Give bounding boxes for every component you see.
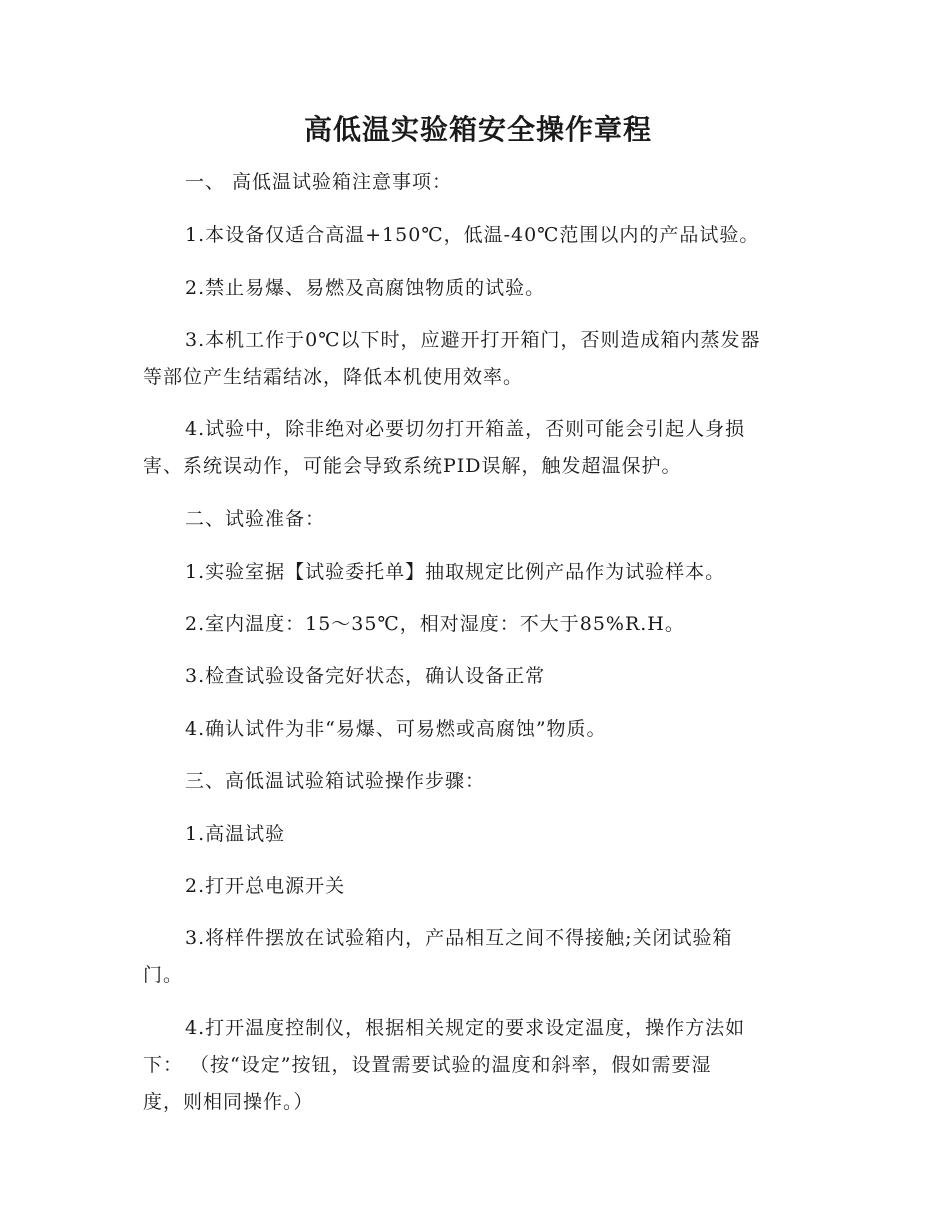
paragraph-1-2 bbox=[143, 270, 813, 307]
paragraph-line: 等部位产生结霜结冰，降低本机使用效率。 bbox=[143, 366, 524, 388]
paragraph-1-3 bbox=[143, 322, 813, 396]
paragraph-line: 害、系统误动作，可能会导致系统PID误解，触发超温保护。 bbox=[143, 455, 682, 477]
paragraph-line: 门。 bbox=[143, 964, 184, 986]
paragraph-2-3 bbox=[143, 658, 813, 695]
paragraph-line: 2.室内温度：15～35℃，相对湿度：不大于85%R.H。 bbox=[185, 613, 685, 635]
paragraph-line: 2.打开总电源开关 bbox=[185, 875, 346, 897]
paragraph-3-3 bbox=[143, 920, 813, 994]
paragraph-2-4 bbox=[143, 711, 813, 748]
paragraph-line: 3.将样件摆放在试验箱内，产品相互之间不得接触;关闭试验箱 bbox=[185, 927, 733, 949]
paragraph-line: 下： （按“设定”按钮，设置需要试验的温度和斜率，假如需要湿 bbox=[143, 1054, 712, 1076]
paragraph-line: 二、试验准备： bbox=[185, 508, 326, 530]
section-heading-2 bbox=[143, 501, 813, 538]
paragraph-line: 三、高低温试验箱试验操作步骤： bbox=[185, 770, 486, 792]
paragraph-3-4 bbox=[143, 1010, 813, 1121]
paragraph-line: 度，则相同操作。） bbox=[143, 1091, 314, 1113]
paragraph-line: 1.高温试验 bbox=[185, 823, 286, 845]
document-title: 高低温实验箱安全操作章程 bbox=[303, 113, 652, 146]
paragraph-2-1 bbox=[143, 554, 813, 591]
paragraph-line: 4.确认试件为非“易爆、可易燃或高腐蚀”物质。 bbox=[185, 718, 607, 740]
paragraph-line: 4.试验中，除非绝对必要切勿打开箱盖，否则可能会引起人身损 bbox=[185, 418, 746, 440]
paragraph-line: 4.打开温度控制仪，根据相关规定的要求设定温度，操作方法如 bbox=[185, 1017, 746, 1039]
paragraph-line: 3.本机工作于0℃以下时，应避开打开箱门，否则造成箱内蒸发器 bbox=[185, 329, 761, 351]
paragraph-1-4 bbox=[143, 411, 813, 485]
paragraph-3-1 bbox=[143, 816, 813, 853]
paragraph-line: 1.本设备仅适合高温+150℃，低温-40℃范围以内的产品试验。 bbox=[185, 224, 760, 246]
section-heading-3 bbox=[143, 763, 813, 800]
paragraph-line: 1.实验室据【试验委托单】抽取规定比例产品作为试验样本。 bbox=[185, 561, 726, 583]
paragraph-line: 一、 高低温试验箱注意事项： bbox=[185, 171, 453, 193]
paragraph-1-1 bbox=[143, 217, 813, 254]
paragraph-3-2 bbox=[143, 868, 813, 905]
section-heading-1 bbox=[143, 164, 813, 201]
paragraph-line: 2.禁止易爆、易燃及高腐蚀物质的试验。 bbox=[185, 277, 546, 299]
paragraph-2-2 bbox=[143, 606, 813, 643]
paragraph-line: 3.检查试验设备完好状态，确认设备正常 bbox=[185, 665, 546, 687]
